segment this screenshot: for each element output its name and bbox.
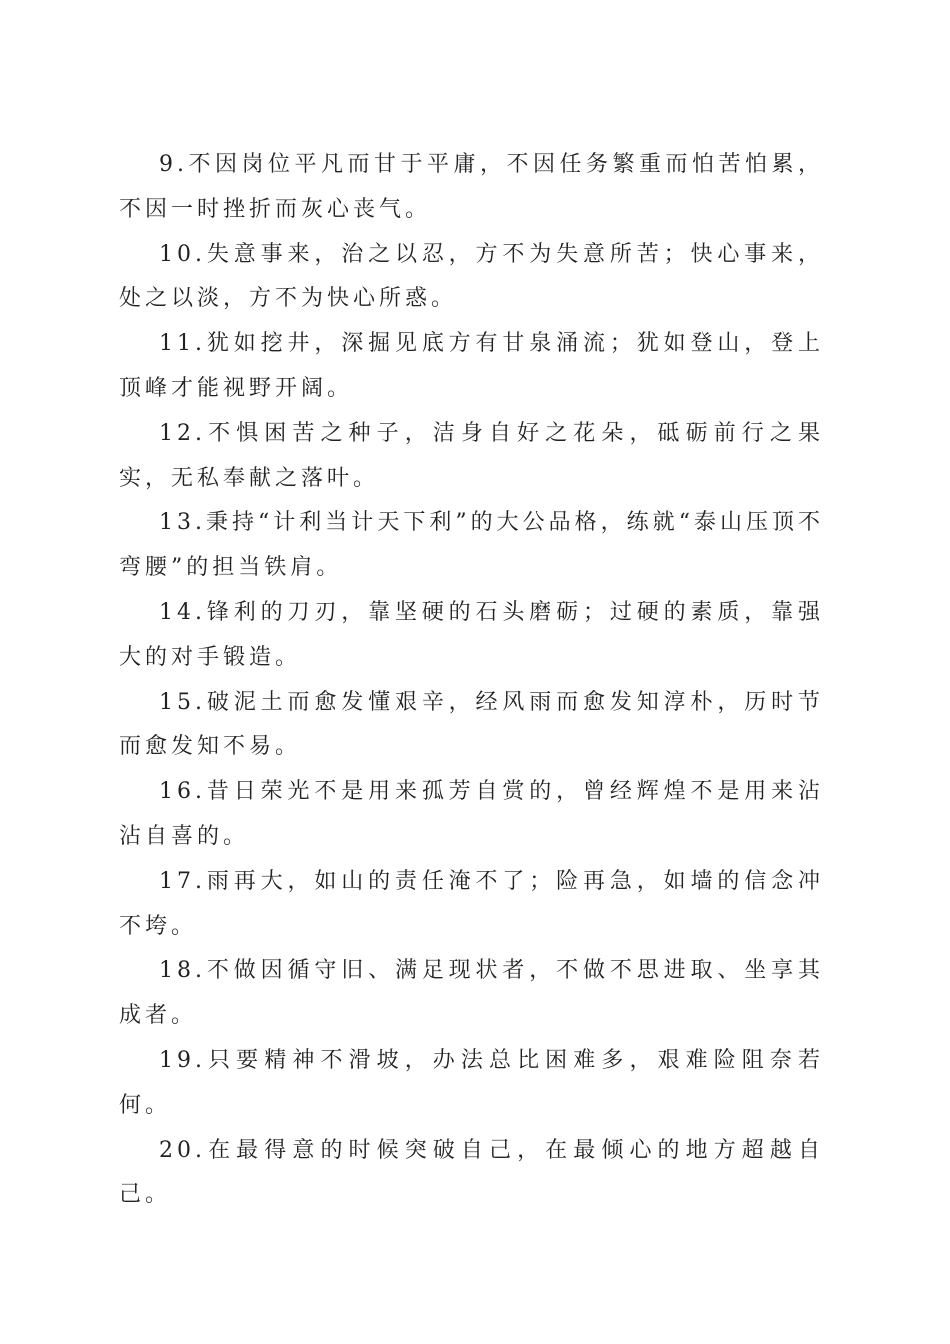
document-body: [119, 143, 824, 1218]
list-item: 15.破泥土而愈发懂艰辛，经风雨而愈发知淳朴，历时节而愈发知不易。: [119, 689, 824, 760]
list-item: 20.在最得意的时候突破自己，在最倾心的地方超越自己。: [119, 1137, 824, 1208]
list-item: 11.犹如挖井，深掘见底方有甘泉涌流；犹如登山，登上顶峰才能视野开阔。: [119, 331, 824, 401]
list-item: 19.只要精神不滑坡，办法总比困难多，艰难险阻奈若何。: [119, 1047, 824, 1118]
list-item: 18.不做因循守旧、满足现状者，不做不思进取、坐享其成者。: [119, 958, 824, 1029]
list-item: 12.不惧困苦之种子，洁身自好之花朵，砥砺前行之果实，无私奉献之落叶。: [119, 420, 824, 491]
list-item: 10.失意事来，治之以忍，方不为失意所苦；快心事来，处之以淡，方不为快心所惑。: [119, 241, 824, 312]
list-item: 16.昔日荣光不是用来孤芳自赏的，曾经辉煌不是用来沾沾自喜的。: [119, 779, 824, 849]
list-item: 14.锋利的刀刃，靠坚硬的石头磨砺；过硬的素质，靠强大的对手锻造。: [119, 599, 824, 670]
list-item: 17.雨再大，如山的责任淹不了；险再急，如墙的信念冲不垮。: [119, 868, 824, 939]
list-item: 13.秉持“计利当计天下利”的大公品格，练就“泰山压顶不弯腰”的担当铁肩。: [119, 510, 824, 581]
list-item: 9.不因岗位平凡而甘于平庸，不因任务繁重而怕苦怕累，不因一时挫折而灰心丧气。: [119, 152, 824, 222]
